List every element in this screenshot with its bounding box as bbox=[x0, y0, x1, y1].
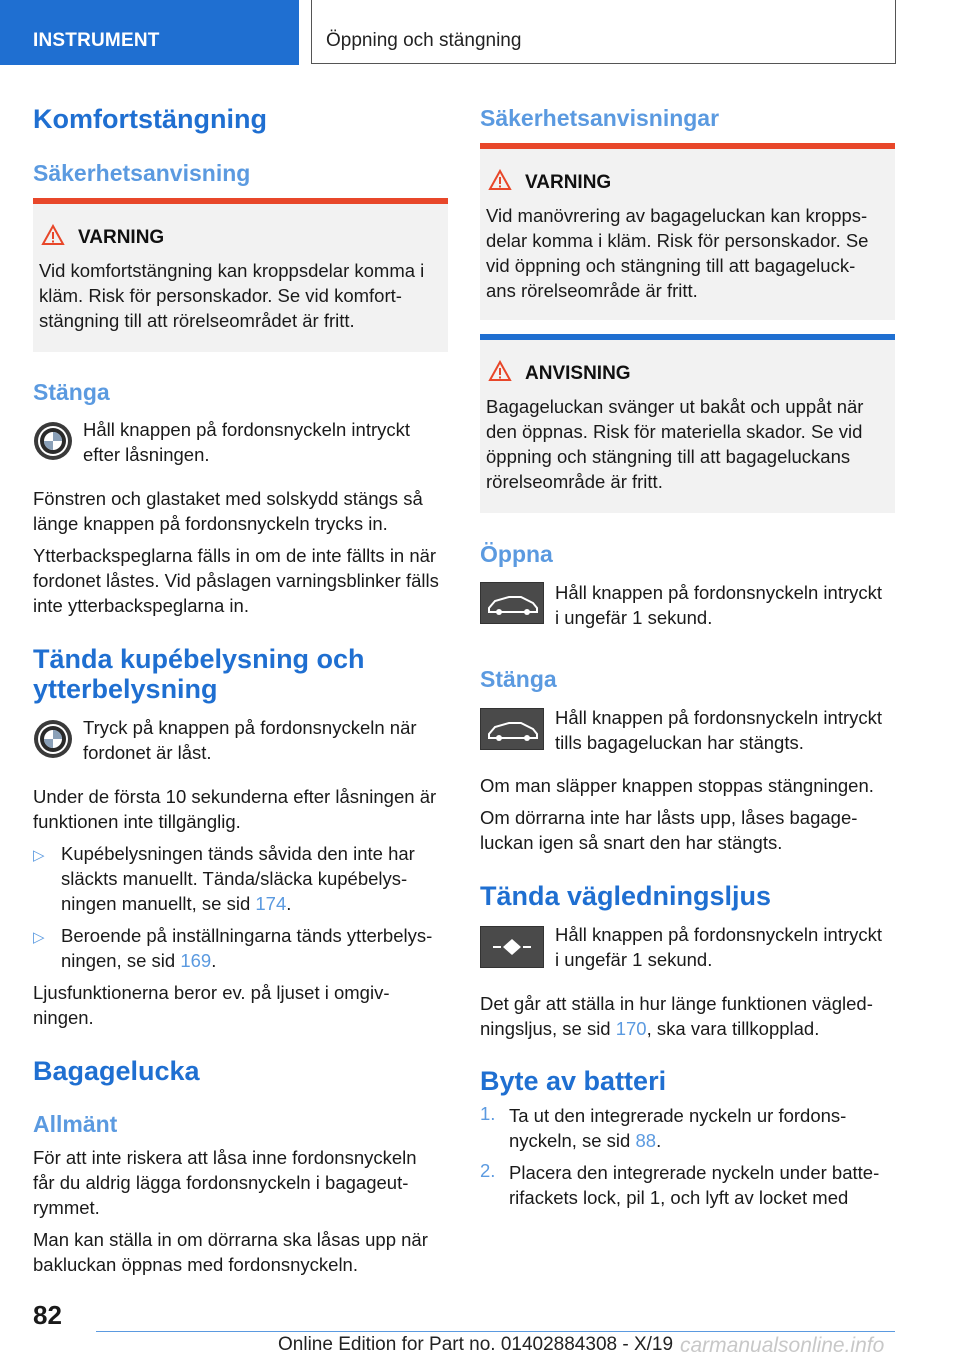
page-link-169[interactable]: 169 bbox=[180, 950, 212, 971]
warning-triangle-icon bbox=[488, 169, 512, 191]
para-4-line-1: Ljusfunktionerna beror ev. på ljuset i omgiv- bbox=[33, 982, 390, 1003]
heading-sakerhet: Säkerhetsanvisning bbox=[33, 160, 251, 186]
warning-bar bbox=[480, 143, 895, 149]
para-5-line-3: rymmet. bbox=[33, 1197, 100, 1218]
bmw-key-button-icon bbox=[33, 719, 73, 759]
warning-title: VARNING bbox=[78, 227, 165, 248]
para-2-line-3: inte ytterbackspeglarna in. bbox=[33, 595, 249, 616]
notice-text-1: Bagageluckan svänger ut bakåt och uppåt när bbox=[486, 396, 864, 417]
tanda-text-1: Tryck på knappen på fordonsnyckeln när bbox=[83, 717, 417, 738]
oppna-text-2: i ungefär 1 sekund. bbox=[555, 607, 713, 628]
warning-text-4: ans rörelseområde är fritt. bbox=[486, 280, 698, 301]
bullet-1-line-3: ningen manuellt, se sid 174. bbox=[61, 893, 292, 914]
page-number: 82 bbox=[33, 1300, 62, 1330]
para-3-line-1: Under de första 10 sekunderna efter låsningen är bbox=[33, 786, 437, 807]
watermark: carmanualsonline.info bbox=[680, 1334, 885, 1357]
stanga-text-1: Håll knappen på fordonsnyckeln intryckt bbox=[83, 419, 411, 440]
trunk-car-icon bbox=[480, 708, 544, 750]
heading-tanda-1: Tända kupébelysning och bbox=[33, 644, 365, 674]
page-link-174[interactable]: 174 bbox=[255, 893, 287, 914]
notice-box bbox=[480, 334, 895, 513]
notice-text-4: rörelseområde är fritt. bbox=[486, 471, 663, 492]
para-6-line-2: bakluckan öppnas med fordonsnyckeln. bbox=[33, 1254, 358, 1275]
para-1: Om man släpper knappen stoppas stängningen. bbox=[480, 775, 874, 796]
heading-tanda-2: ytterbelysning bbox=[33, 674, 218, 704]
bmw-key-button-icon bbox=[33, 421, 73, 461]
notice-text-2: den öppnas. Risk för materiella skador. Se vid bbox=[486, 421, 863, 442]
warning-text-2: kläm. Risk för personskador. Se vid komfort- bbox=[39, 285, 402, 306]
bullet-1-line-2: släckts manuellt. Tända/släcka kupébelys- bbox=[61, 868, 408, 889]
stanga-text-1: Håll knappen på fordonsnyckeln intryckt bbox=[555, 707, 883, 728]
vag-text-2: i ungefär 1 sekund. bbox=[555, 949, 713, 970]
para-1-line-1: Fönstren och glastaket med solskydd stängs så bbox=[33, 488, 423, 509]
warning-text-2: delar komma i kläm. Risk för personskador. Se bbox=[486, 230, 869, 251]
step-1-line-1: Ta ut den integrerade nyckeln ur fordons- bbox=[509, 1105, 847, 1126]
step-number: 1. bbox=[480, 1103, 496, 1124]
step-number: 2. bbox=[480, 1160, 496, 1181]
oppna-text-1: Håll knappen på fordonsnyckeln intryckt bbox=[555, 582, 883, 603]
guide-light-icon bbox=[480, 926, 544, 968]
heading-sakerhetsanvisningar: Säkerhetsanvisningar bbox=[480, 105, 720, 131]
para-3-line-1: Det går att ställa in hur länge funktionen vägled- bbox=[480, 993, 873, 1014]
warning-triangle-icon bbox=[488, 360, 512, 382]
para-3-line-2: ningsljus, se sid 170, ska vara tillkopplad. bbox=[480, 1018, 820, 1039]
step-2-line-2: rifackets lock, pil 1, och lyft av locket med bbox=[509, 1187, 849, 1208]
para-5-line-1: För att inte riskera att låsa inne fordonsnyckeln bbox=[33, 1147, 417, 1168]
stanga-text-2: efter låsningen. bbox=[83, 444, 210, 465]
step-2-line-1: Placera den integrerade nyckeln under batte- bbox=[509, 1162, 880, 1183]
bullet-arrow-icon: ▷ bbox=[33, 847, 45, 864]
chapter-title: Öppning och stängning bbox=[326, 30, 522, 51]
warning-text-3: stängning till att rörelseområdet är fritt. bbox=[39, 310, 355, 331]
para-3-line-2: funktionen inte tillgänglig. bbox=[33, 811, 241, 832]
heading-byte-av-batteri: Byte av batteri bbox=[480, 1066, 667, 1096]
heading-vagledningsljus: Tända vägledningsljus bbox=[480, 881, 772, 911]
warning-bar bbox=[33, 198, 448, 204]
heading-stanga: Stänga bbox=[33, 379, 110, 405]
para-1-line-2: länge knappen på fordonsnyckeln trycks in. bbox=[33, 513, 388, 534]
page-link-170[interactable]: 170 bbox=[615, 1018, 647, 1039]
warning-text-1: Vid komfortstängning kan kroppsdelar komma i bbox=[39, 260, 425, 281]
trunk-car-icon bbox=[480, 582, 544, 624]
warning-box bbox=[480, 143, 895, 320]
footer-edition: Online Edition for Part no. 01402884308 - X/19 bbox=[278, 1334, 674, 1355]
para-2-line-2: luckan igen så snart den har stängts. bbox=[480, 832, 783, 853]
stanga-text-2: tills bagageluckan har stängts. bbox=[555, 732, 804, 753]
footer-rule bbox=[96, 1331, 895, 1332]
para-4-line-2: ningen. bbox=[33, 1007, 94, 1028]
notice-text-3: öppning och stängning till att bagageluckans bbox=[486, 446, 851, 467]
chapter-tab bbox=[311, 0, 896, 64]
heading-allmant: Allmänt bbox=[33, 1111, 118, 1137]
warning-title: VARNING bbox=[525, 172, 612, 193]
heading-bagagelucka: Bagagelucka bbox=[33, 1056, 200, 1086]
heading-komfort: Komfortstängning bbox=[33, 104, 267, 134]
section-tab bbox=[0, 0, 299, 65]
para-5-line-2: får du aldrig lägga fordonsnyckeln i bagageut- bbox=[33, 1172, 409, 1193]
page-link-88[interactable]: 88 bbox=[635, 1130, 657, 1151]
section-title: INSTRUMENT bbox=[33, 30, 160, 51]
bullet-1-line-1: Kupébelysningen tänds såvida den inte har bbox=[61, 843, 415, 864]
heading-stanga: Stänga bbox=[480, 666, 557, 692]
para-2-line-2: fordonet låstes. Vid påslagen varningsblinker fälls bbox=[33, 570, 439, 591]
tanda-text-2: fordonet är låst. bbox=[83, 742, 212, 763]
bullet-arrow-icon: ▷ bbox=[33, 929, 45, 946]
bullet-2-line-1: Beroende på inställningarna tänds ytterbelys- bbox=[61, 925, 433, 946]
notice-bar bbox=[480, 334, 895, 340]
para-6-line-1: Man kan ställa in om dörrarna ska låsas upp när bbox=[33, 1229, 428, 1250]
para-2-line-1: Om dörrarna inte har låsts upp, låses bagage- bbox=[480, 807, 858, 828]
para-2-line-1: Ytterbackspeglarna fälls in om de inte fällts in när bbox=[33, 545, 437, 566]
warning-text-1: Vid manövrering av bagageluckan kan kropps- bbox=[486, 205, 868, 226]
warning-triangle-icon bbox=[41, 224, 65, 246]
vag-text-1: Håll knappen på fordonsnyckeln intryckt bbox=[555, 924, 883, 945]
bullet-2-line-2: ningen, se sid 169. bbox=[61, 950, 217, 971]
step-1-line-2: nyckeln, se sid 88. bbox=[509, 1130, 662, 1151]
heading-oppna: Öppna bbox=[480, 541, 553, 567]
warning-box bbox=[33, 198, 448, 352]
warning-text-3: vid öppning och stängning till att bagageluck- bbox=[486, 255, 856, 276]
notice-title: ANVISNING bbox=[525, 363, 631, 384]
